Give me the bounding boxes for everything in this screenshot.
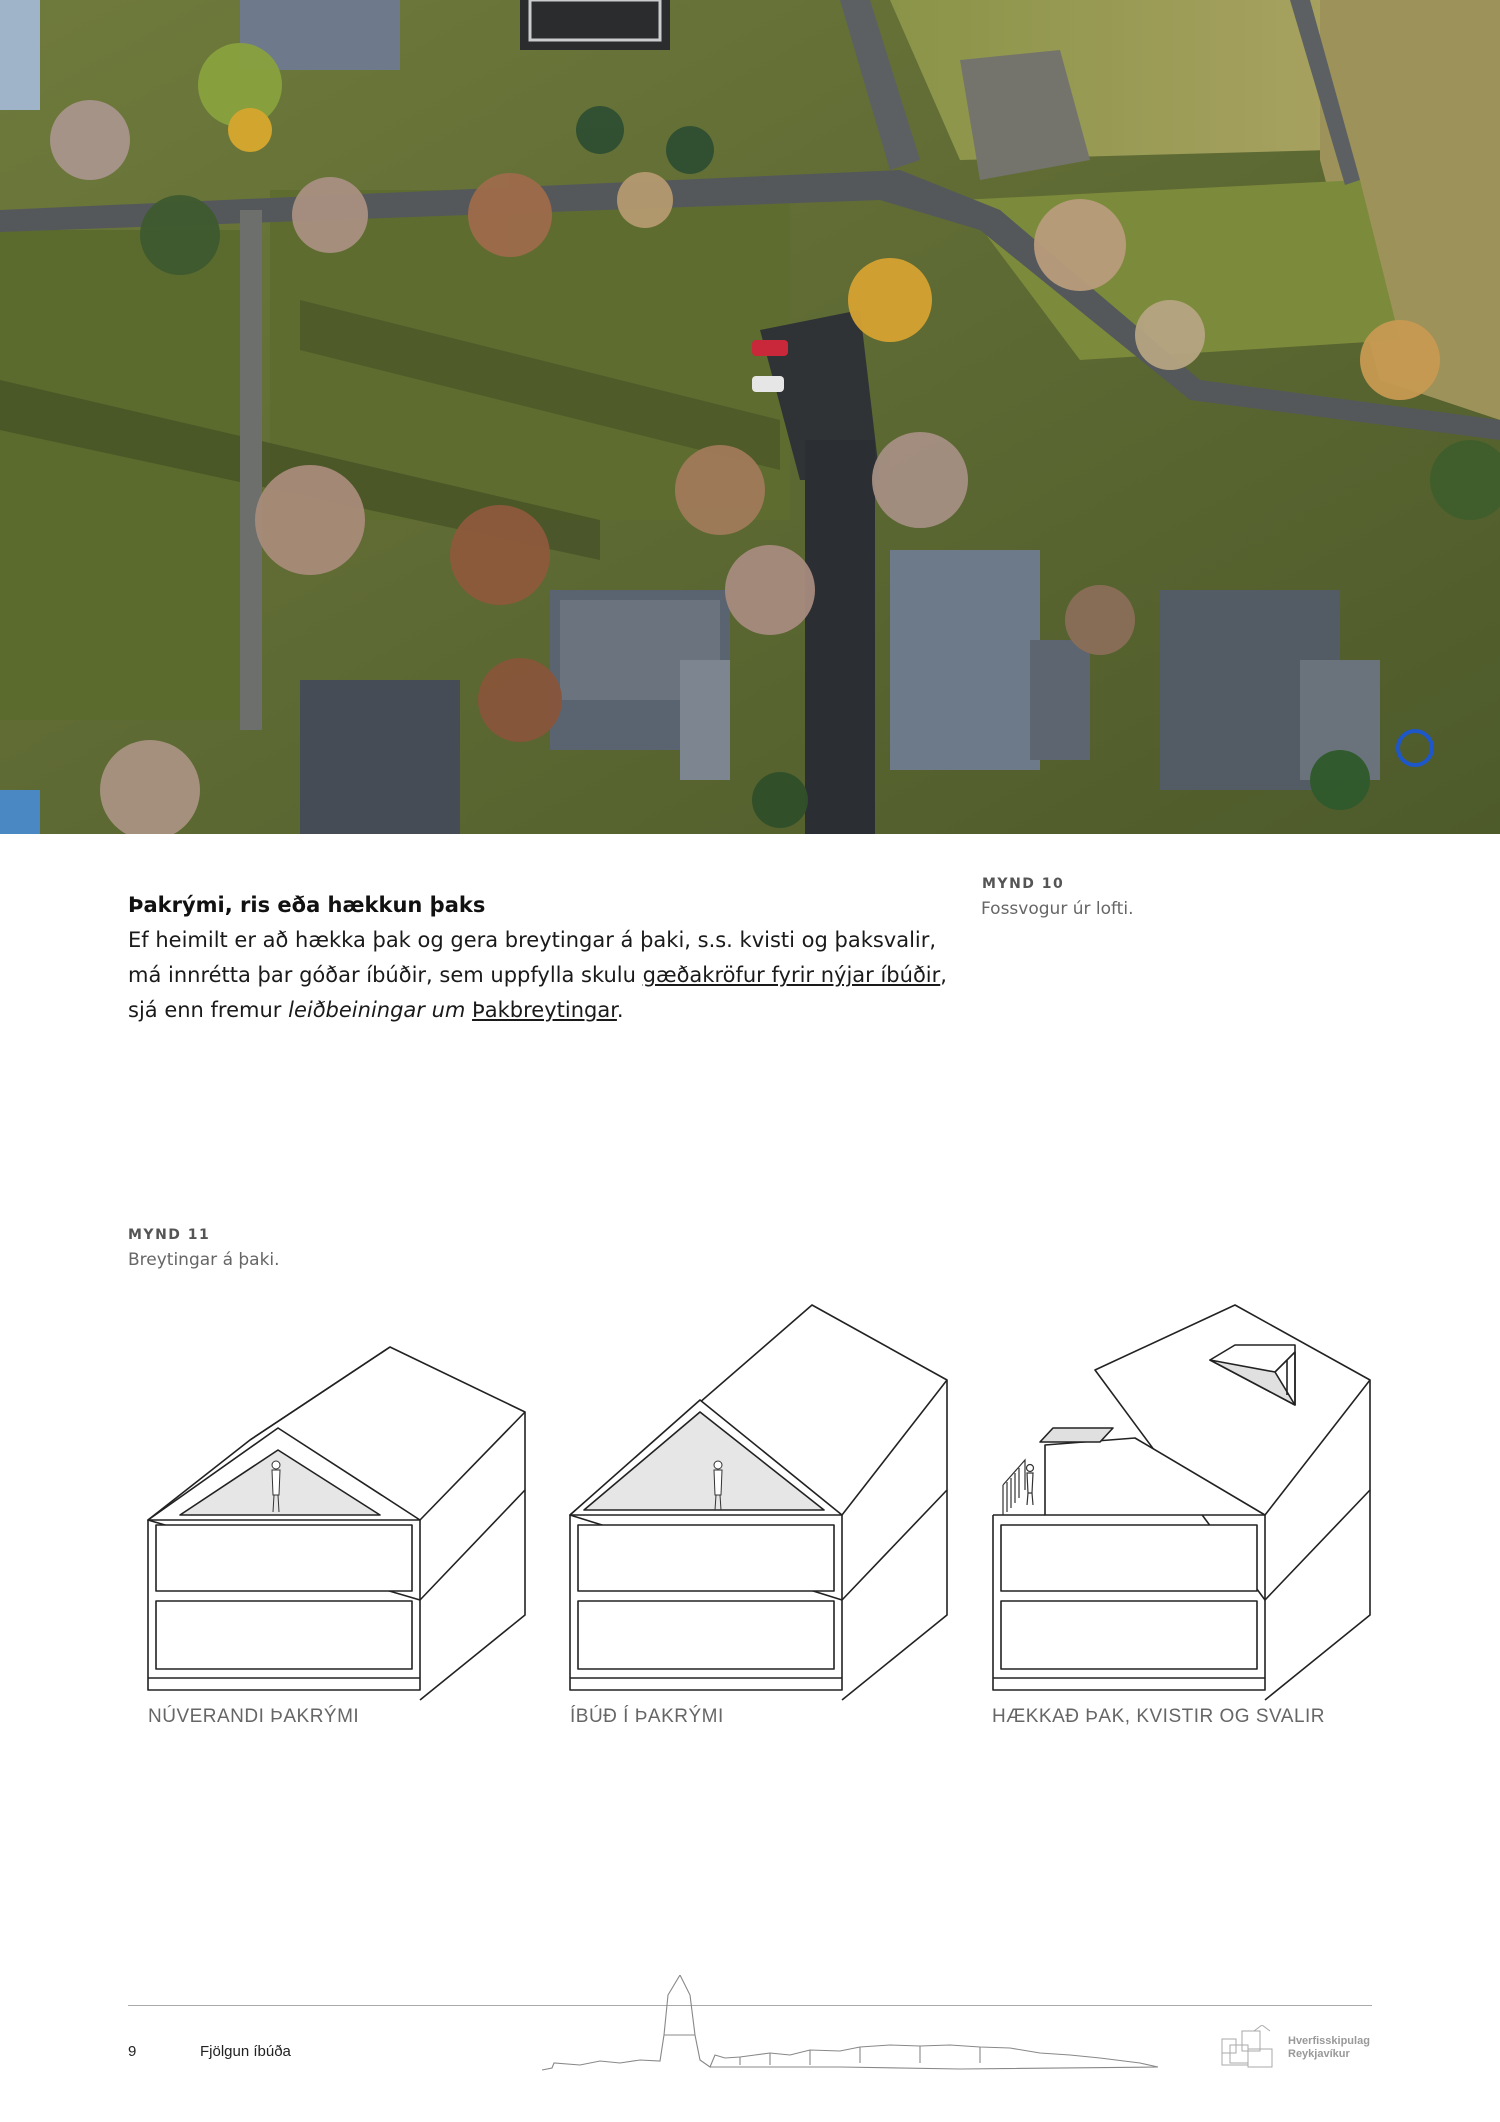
roof-section [128, 893, 968, 1028]
figure-11-caption: Breytingar á þaki. [128, 1250, 280, 1270]
diagram-label-existing-attic: NÚVERANDI ÞAKRÝMI [148, 1706, 360, 1727]
diagram-label-attic-apartment: ÍBÚÐ Í ÞAKRÝMI [570, 1706, 724, 1727]
paragraph-italic: leiðbeiningar um [288, 998, 466, 1022]
city-skyline-illustration [540, 1975, 1160, 2080]
roof-changes-link[interactable]: Þakbreytingar [472, 998, 617, 1022]
figure-10-label: MYND 10 [982, 876, 1065, 892]
paragraph-text: . [616, 998, 624, 1022]
diagram-label-raised-roof: HÆKKAÐ ÞAK, KVISTIR OG SVALIR [992, 1706, 1326, 1727]
logo-line-1: Hverfisskipulag [1288, 2035, 1370, 2047]
paragraph-text: Ef heimilt er að hækka þak og gera breytingar á þaki, s.s. kvisti og þaksvalir, má innrétta þar góðar íbúðir, sem uppfylla skulu [128, 928, 937, 987]
section-paragraph [128, 923, 968, 1028]
aerial-photo [0, 0, 1500, 834]
logo-line-2: Reykjavíkur [1288, 2048, 1350, 2060]
section-heading: Þakrými, ris eða hækkun þaks [128, 893, 486, 917]
page-number: 9 [128, 2043, 137, 2060]
diagram-existing-attic [140, 1290, 540, 1710]
diagram-raised-roof [985, 1290, 1385, 1710]
quality-requirements-link[interactable]: gæðakröfur fyrir nýjar íbúðir [642, 963, 941, 987]
diagram-attic-apartment [562, 1290, 962, 1710]
logo-wordmark [1288, 2035, 1370, 2061]
figure-10-caption: Fossvogur úr lofti. [981, 899, 1134, 919]
footer-section-title: Fjölgun íbúða [200, 2043, 291, 2060]
paragraph-text: , sjá enn fremur [128, 963, 947, 1022]
figure-11-label: MYND 11 [128, 1227, 211, 1243]
